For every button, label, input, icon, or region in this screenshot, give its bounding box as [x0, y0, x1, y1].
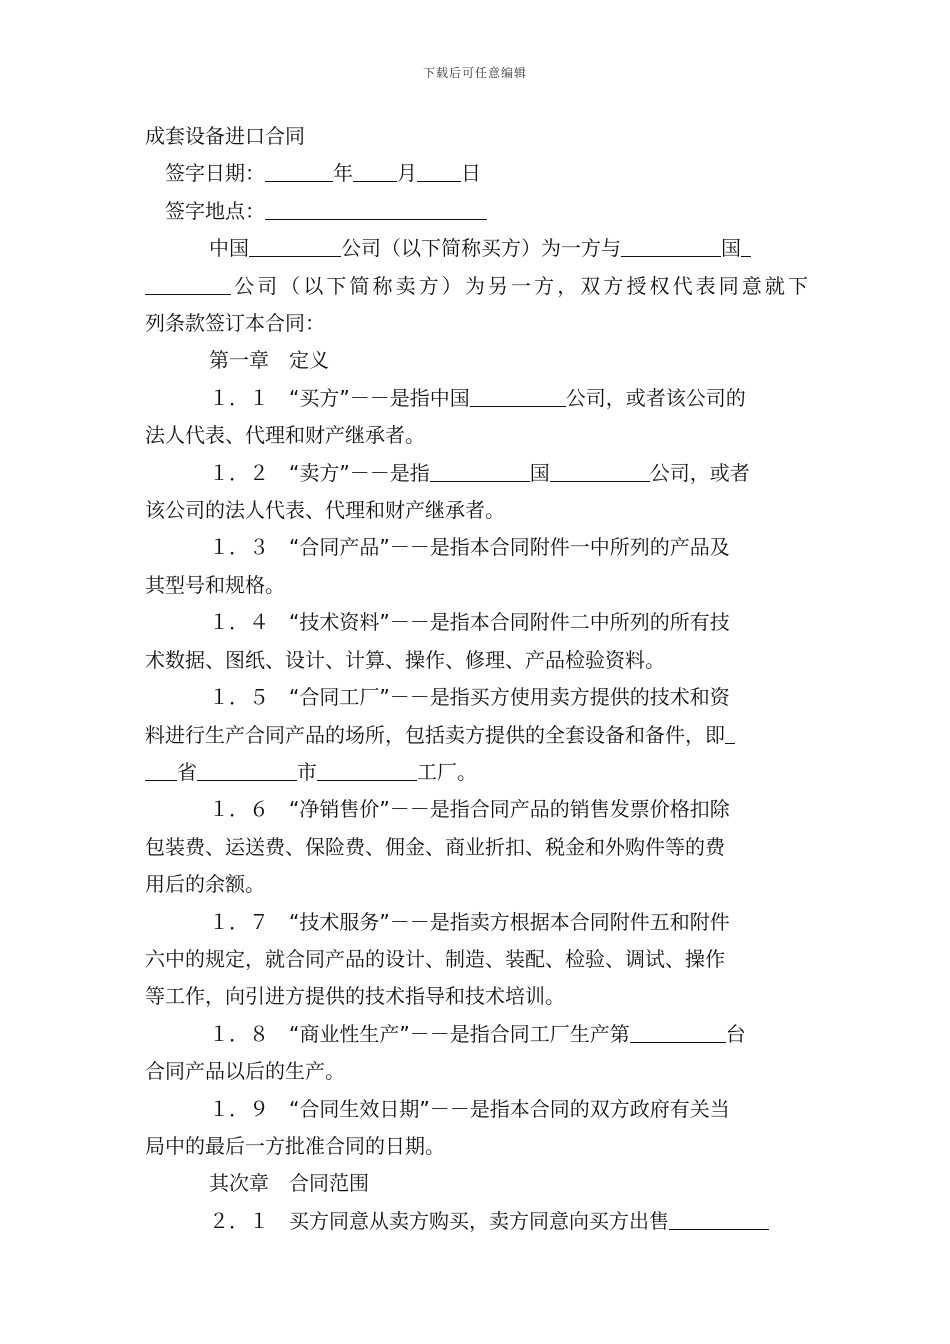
clause-1-7-line-3: 等工作，向引进方提供的技术指导和技术培训。 — [145, 984, 565, 1009]
city-blank — [197, 760, 297, 781]
seller-company-blank-start — [741, 236, 751, 257]
clause-1-6-line-1: １．６ “净销售价”－－是指合同产品的销售发票价格扣除 — [209, 797, 730, 822]
clause-2-1-line-1 — [145, 1203, 808, 1240]
year-label: 年 — [333, 161, 353, 186]
clause-1-2-text-b: 国 — [529, 460, 550, 485]
clause-1-2-line-2: 该公司的法人代表、代理和财产继承者。 — [145, 498, 505, 523]
intro-text-b: 公司（以下简称买方）为一方与 — [341, 236, 621, 261]
clause-1-5-line-3 — [145, 754, 808, 791]
clause-1-7-line-2: 六中的规定，就合同产品的设计、制造、装配、检验、调试、操作 — [145, 946, 725, 971]
clause-1-6-line-3: 用后的余额。 — [145, 872, 265, 897]
unit-count-blank — [630, 1022, 726, 1043]
chapter-2-heading: 其次章 合同范围 — [209, 1171, 369, 1196]
buyer-company-blank — [249, 236, 341, 257]
clause-2-1-text-a: ２．１ 买方同意从卖方购买，卖方同意向买方出售 — [209, 1208, 669, 1233]
factory-blank — [317, 760, 417, 781]
clause-1-1-text-a: １．１ “买方”－－是指中国 — [209, 385, 470, 410]
month-blank — [353, 161, 397, 182]
clause-1-4-line-1: １．４ “技术资料”－－是指本合同附件二中所列的所有技 — [209, 610, 730, 635]
intro-line-1 — [145, 230, 808, 267]
seller-name-blank — [550, 461, 650, 482]
clause-1-9-line-2: 局中的最后一方批准合同的日期。 — [145, 1133, 445, 1158]
clause-1-5-text-c: 省 — [177, 759, 197, 784]
province-blank-start — [725, 723, 735, 744]
day-label: 日 — [461, 161, 481, 186]
intro-text-c: 国 — [721, 236, 741, 261]
clause-1-1-text-b: 公司，或者该公司的 — [565, 385, 746, 410]
contract-document — [145, 118, 808, 1240]
document-title: 成套设备进口合同 — [145, 124, 305, 148]
clause-1-4-line-2: 术数据、图纸、设计、计算、操作、修理、产品检验资料。 — [145, 647, 665, 672]
goods-blank — [669, 1209, 769, 1230]
clause-1-2-text-a: １．２ “卖方”－－是指 — [209, 460, 430, 485]
day-blank — [417, 161, 461, 182]
clause-1-2-line-1 — [145, 455, 808, 492]
sign-place-label: 签字地点： — [165, 198, 265, 223]
clause-1-8-text-b: 台 — [725, 1021, 746, 1046]
page-header-note: 下载后可任意编辑 — [422, 66, 527, 80]
intro-line-3: 列条款签订本合同： — [145, 311, 325, 336]
clause-1-2-text-c: 公司，或者 — [649, 460, 750, 485]
clause-1-5-text-e: 工厂。 — [417, 759, 477, 784]
clause-1-5-line-1: １．５ “合同工厂”－－是指买方使用卖方提供的技术和资 — [209, 685, 730, 710]
clause-1-6-line-2: 包装费、运送费、保险费、佣金、商业折扣、税金和外购件等的费 — [145, 834, 725, 859]
clause-1-3-line-1: １．３ “合同产品”－－是指本合同附件一中所列的产品及 — [209, 535, 730, 560]
intro-text-a: 中国 — [209, 236, 249, 261]
clause-1-8-line-2: 合同产品以后的生产。 — [145, 1059, 345, 1084]
year-blank — [265, 161, 333, 182]
clause-1-8-line-1 — [145, 1016, 808, 1053]
month-label: 月 — [397, 161, 417, 186]
buyer-name-blank — [470, 386, 566, 407]
sign-date-line — [145, 155, 808, 192]
sign-place-blank — [265, 199, 487, 220]
sign-date-label: 签字日期： — [165, 161, 265, 186]
clause-1-1-line-2: 法人代表、代理和财产继承者。 — [145, 423, 425, 448]
clause-1-5-line-2 — [145, 717, 808, 754]
seller-country-name-blank — [430, 461, 530, 482]
clause-1-3-line-2: 其型号和规格。 — [145, 572, 285, 597]
clause-1-9-line-1: １．９ “合同生效日期”－－是指本合同的双方政府有关当 — [209, 1096, 730, 1121]
clause-1-1-line-1 — [145, 380, 808, 417]
clause-1-5-text-d: 市 — [297, 759, 317, 784]
seller-country-blank — [621, 236, 721, 257]
intro-text-d: 公司（以下简称卖方）为另一方，双方授权代表同意就下 — [231, 273, 808, 298]
chapter-1-heading: 第一章 定义 — [209, 348, 329, 373]
seller-company-blank — [145, 274, 231, 295]
clause-1-8-text-a: １．８ “商业性生产”－－是指合同工厂生产第 — [209, 1021, 630, 1046]
province-blank — [145, 760, 177, 781]
clause-1-5-text-b: 料进行生产合同产品的场所，包括卖方提供的全套设备和备件，即 — [145, 722, 725, 747]
sign-place-line — [145, 193, 808, 230]
clause-1-7-line-1: １．７ “技术服务”－－是指卖方根据本合同附件五和附件 — [209, 909, 730, 934]
intro-line-2 — [145, 268, 808, 305]
